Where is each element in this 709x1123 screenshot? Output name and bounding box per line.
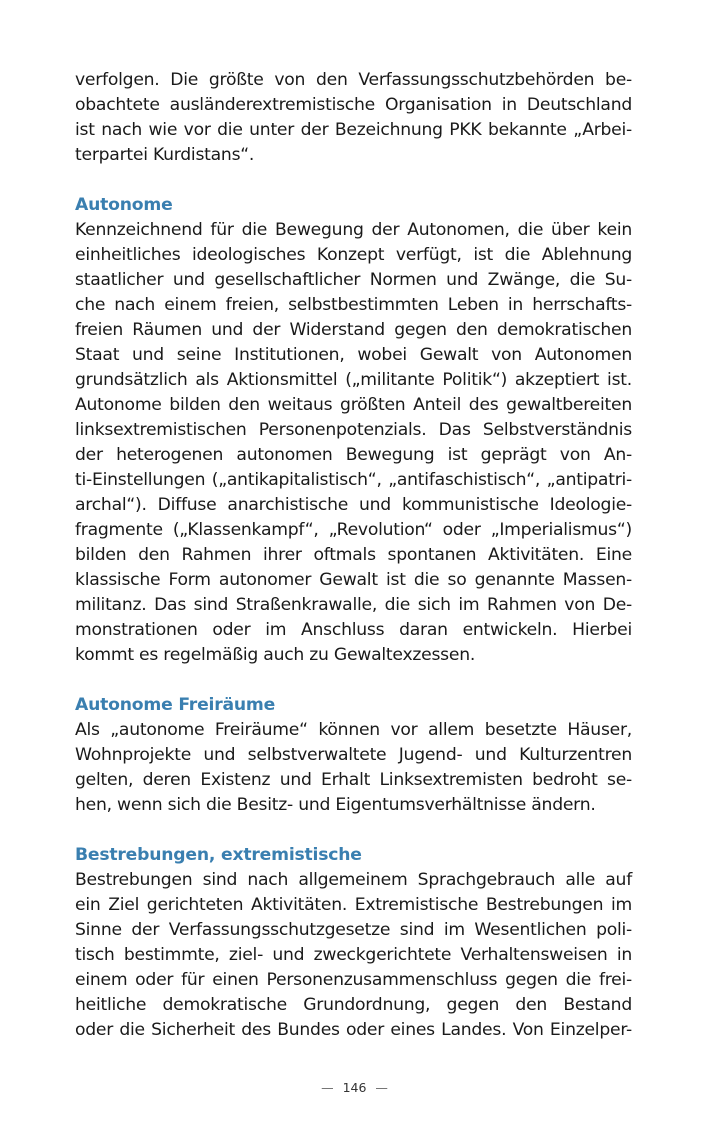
text-line: Staat und seine Institutionen, wobei Gewalt von Autonomen: [75, 345, 632, 365]
text-line: militanz. Das sind Straßenkrawalle, die sich im Rahmen von De-: [75, 595, 632, 615]
text-line: freien Räumen und der Widerstand gegen den demokratischen: [75, 320, 632, 340]
section-bestrebungen: [75, 843, 632, 1043]
text-line: grundsätzlich als Aktionsmittel („militante Politik“) akzeptiert ist.: [75, 370, 632, 390]
text-line: einheitliches ideologisches Konzept verfügt, ist die Ablehnung: [75, 245, 632, 265]
footer-dash-right: —: [375, 1080, 388, 1095]
section-heading: Bestrebungen, extremistische: [75, 845, 362, 865]
text-line: einem oder für einen Personenzusammenschluss gegen die frei-: [75, 970, 632, 990]
section-autonome: [75, 193, 632, 668]
page-number: 146: [342, 1080, 367, 1095]
text-line: Sinne der Verfassungsschutzgesetze sind im Wesentlichen poli-: [75, 920, 632, 940]
text-line: Bestrebungen sind nach allgemeinem Sprachgebrauch alle auf: [75, 870, 632, 890]
text-line: ti-Einstellungen („antikapitalistisch“, „antifaschistisch“, „antipatri-: [75, 470, 632, 490]
page-footer: [0, 1080, 709, 1095]
text-line: gelten, deren Existenz und Erhalt Linksextremisten bedroht se-: [75, 770, 632, 790]
paragraph-gap: [75, 668, 632, 693]
text-line: kommt es regelmäßig auch zu Gewaltexzessen.: [75, 645, 476, 665]
intro-paragraph: [75, 68, 632, 168]
text-line: che nach einem freien, selbstbestimmten Leben in herrschafts-: [75, 295, 632, 315]
text-line: oder die Sicherheit des Bundes oder eines Landes. Von Einzelper-: [75, 1020, 632, 1040]
paragraph-gap: [75, 168, 632, 193]
text-line: hen, wenn sich die Besitz- und Eigentumsverhältnisse ändern.: [75, 795, 596, 815]
section-autonome-freiraeume: [75, 693, 632, 818]
text-line: staatlicher und gesellschaftlicher Normen und Zwänge, die Su-: [75, 270, 632, 290]
text-line: monstrationen oder im Anschluss daran entwickeln. Hierbei: [75, 620, 632, 640]
text-line: klassische Form autonomer Gewalt ist die so genannte Massen-: [75, 570, 632, 590]
text-line: verfolgen. Die größte von den Verfassungsschutzbehörden be-: [75, 70, 632, 90]
text-line: Als „autonome Freiräume“ können vor allem besetzte Häuser,: [75, 720, 632, 740]
text-line: tisch bestimmte, ziel- und zweckgerichtete Verhaltensweisen in: [75, 945, 632, 965]
text-line: Kennzeichnend für die Bewegung der Autonomen, die über kein: [75, 220, 632, 240]
text-line: linksextremistischen Personenpotenzials. Das Selbstverständnis: [75, 420, 632, 440]
text-line: Autonome bilden den weitaus größten Anteil des gewaltbereiten: [75, 395, 632, 415]
text-line: Wohnprojekte und selbstverwaltete Jugend- und Kulturzentren: [75, 745, 632, 765]
text-line: obachtete ausländerextremistische Organisation in Deutschland: [75, 95, 632, 115]
text-line: der heterogenen autonomen Bewegung ist geprägt von An-: [75, 445, 632, 465]
text-line: ist nach wie vor die unter der Bezeichnung PKK bekannte „Arbei-: [75, 120, 632, 140]
footer-dash-left: —: [321, 1080, 334, 1095]
text-line: archal“). Diffuse anarchistische und kommunistische Ideologie-: [75, 495, 632, 515]
page-body: [75, 68, 632, 1043]
paragraph-gap: [75, 818, 632, 843]
section-heading: Autonome Freiräume: [75, 695, 276, 715]
section-heading: Autonome: [75, 195, 173, 215]
text-line: ein Ziel gerichteten Aktivitäten. Extremistische Bestrebungen im: [75, 895, 632, 915]
text-line: heitliche demokratische Grundordnung, gegen den Bestand: [75, 995, 632, 1015]
text-line: bilden den Rahmen ihrer oftmals spontanen Aktivitäten. Eine: [75, 545, 632, 565]
text-line: terpartei Kurdistans“.: [75, 145, 255, 165]
text-line: fragmente („Klassenkampf“, „Revolution“ oder „Imperialismus“): [75, 520, 632, 540]
